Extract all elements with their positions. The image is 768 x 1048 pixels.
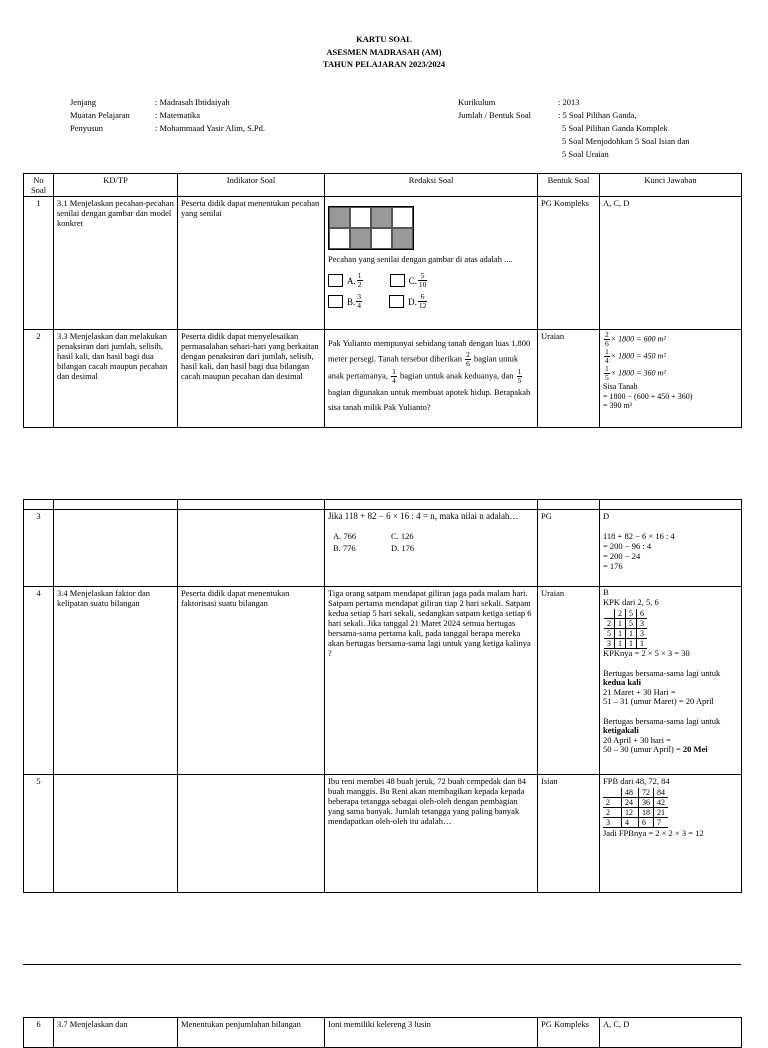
q4-kd: 3.4 Menjelaskan faktor dan kelipatan suatu bilangan <box>54 587 178 775</box>
checkbox[interactable] <box>390 274 405 287</box>
q4-indikator: Peserta didik dapat menentukan faktorisasi suatu bilangan <box>178 587 325 775</box>
q6-no: 6 <box>24 1018 54 1048</box>
q5-kunci: FPB dari 48, 72, 84 48 72 84 2 24 36 42 2 12 18 21 3 4 6 7 Jadi FPBnya = 2 × 2 × 3 = 12 <box>600 775 742 893</box>
card-title <box>0 33 768 71</box>
table-row <box>24 587 742 775</box>
q3-no: 3 <box>24 510 54 587</box>
checkbox[interactable] <box>328 295 343 308</box>
q4-bentuk: Uraian <box>538 587 600 775</box>
header-indikator: Indikator Soal <box>178 174 325 197</box>
q4-no: 4 <box>24 587 54 775</box>
q2-no: 2 <box>24 330 54 428</box>
q1-indikator: Peserta didik dapat menentukan pecahan yang senilai <box>178 197 325 330</box>
jumlah-value-4: 5 Soal Uraian <box>562 149 609 159</box>
q2-redaksi: Pak Yulianto mempunyai sebidang tanah dengan luas 1.800 meter persegi. Tanah tersebut diberikan $\frac{2}{6}$ bagian untuk anak pertamanya, $\frac{1}{4}$ bagian untuk anak keduanya, dan $\frac{1}{5}$ bagian digunakan untuk membuat apotek hidup. Berapakah sisa tanah milik Pak Yulianto? <box>325 330 538 428</box>
q6-kunci: A, C, D <box>600 1018 742 1048</box>
fpb-table: 48 72 84 2 24 36 42 2 12 18 21 3 4 6 7 <box>603 788 668 828</box>
header-no: No Soal <box>24 174 54 197</box>
q3-option-d[interactable]: D. 176 <box>391 543 415 553</box>
table-row <box>24 510 742 587</box>
meta-left <box>70 96 265 135</box>
question-table-2 <box>23 499 742 893</box>
penyusun-value: : Mohammaad Yasir Alim, S.Pd. <box>155 123 266 133</box>
table-row <box>24 775 742 893</box>
kurikulum-label: Kurikulum <box>458 97 496 107</box>
q6-question: Ioni memiliki kelereng 3 lusin <box>325 1018 538 1048</box>
q5-question: Ibu reni membei 48 buah jeruk, 72 buah cempedak dan 84 buah manggis. Bu Reni akan membagikan kepada kepada beberapa tetangga sebagai oleh-oleh dengan pembagian yang sama banyak. Jumlah tetangga yang paling banyak mendapatkan oleh-oleh itu adalah… <box>325 775 538 893</box>
q2-indikator: Peserta didik dapat menyelesaikan permasalahan sehari-hari yang berkaitan dengan penaksiran dari jumlah, selisih, hasil kali, dan hasil bagi dua bilangan cacah maupun pecahan dan desimal <box>178 330 325 428</box>
q3-option-c[interactable]: C. 126 <box>391 531 414 541</box>
q6-kd: 3.7 Menjelaskan dan <box>54 1018 178 1048</box>
muatan-value: : Matematika <box>155 110 201 120</box>
q1-option-a[interactable]: A. $\frac{1}{2}$ <box>328 272 364 289</box>
q2-bentuk: Uraian <box>538 330 600 428</box>
q1-kd: 3.1 Menjelaskan pecahan-pecahan senilai dengan gambar dan model konkret <box>54 197 178 330</box>
header-kunci: Kunci Jawaban <box>600 174 742 197</box>
table-row <box>24 330 742 428</box>
table-row <box>24 197 742 330</box>
question-table-3 <box>23 1017 742 1048</box>
q1-redaksi <box>325 197 538 330</box>
title-line-3: TAHUN PELAJARAN 2023/2024 <box>322 59 446 69</box>
jenjang-label: Jenjang <box>70 97 96 107</box>
meta-right <box>458 96 689 161</box>
q4-kunci: B KPK dari 2, 5, 6 2 5 6 2 1 5 3 5 1 1 3 3 1 1 1 KPKnya = 2 × 5 × 3 = 30 Bertugas bersama-sama lagi untuk kedua kali 21 Maret + 30 Hari = 51 – 31 (umur Maret) = 20 April Bertugas bersama-sama lagi untuk ketigakali 20 April + 30 hari = 50 – 30 (umur April) = 20 Mei <box>600 587 742 775</box>
q2-kd: 3.3 Menjelaskan dan melakukan penaksiran dari jumlah, selisih, hasil kali, dan hasil bagi dua bilangan cacah maupun pecahan dan desimal <box>54 330 178 428</box>
kpk-table: 2 5 6 2 1 5 3 5 1 1 3 3 1 1 1 <box>604 609 647 649</box>
q6-indikator: Menentukan penjumlahan bilangan <box>178 1018 325 1048</box>
header-redaksi: Redaksi Soal <box>325 174 538 197</box>
table-header-row <box>24 174 742 197</box>
header-bentuk: Bentuk Soal <box>538 174 600 197</box>
q3-bentuk: PG <box>538 510 600 587</box>
q1-option-c[interactable]: C. $\frac{5}{10}$ <box>390 272 429 289</box>
q1-option-d[interactable]: D. $\frac{6}{12}$ <box>389 293 428 310</box>
q3-kunci: D 118 + 82 − 6 × 16 : 4 = 200 − 96 : 4 = 200 − 24 = 176 <box>600 510 742 587</box>
kurikulum-value: : 2013 <box>558 97 580 107</box>
jumlah-label: Jumlah / Bentuk Soal <box>458 110 531 120</box>
q1-no: 1 <box>24 197 54 330</box>
q3-option-b[interactable]: B. 776 <box>333 543 356 553</box>
q1-kunci: A, C, D <box>600 197 742 330</box>
q6-bentuk: PG Kompleks <box>538 1018 600 1048</box>
q2-kunci: $\frac{2}{6}$ × 1800 = 600 m² $\frac{1}{4}$ × 1800 = 450 m² $\frac{1}{5}$ × 1800 = 360 m² Sisa Tanah = 1800 − (600 + 450 + 360) = 390 m² <box>600 330 742 428</box>
jumlah-value-1: : 5 Soal Pilihan Ganda, <box>558 110 637 120</box>
header-kd: KD/TP <box>54 174 178 197</box>
q3-option-a[interactable]: A. 766 <box>333 531 357 541</box>
q5-bentuk: Isian <box>538 775 600 893</box>
table-row <box>24 1018 742 1048</box>
penyusun-label: Penyusun <box>70 123 104 133</box>
shaded-fraction-grid-image <box>328 206 414 250</box>
jumlah-value-3: 5 Soal Menjodohkan 5 Soal Isian dan <box>562 136 690 146</box>
q4-question: Tiga orang satpam mendapat giliran jaga pada malam hari. Satpam pertama mendapat giliran tiap 2 hari sekali. Satpam kedua setiap 5 hari sekali, sedangkan satpam ketiga setiap 6 hari sekali. Jika tanggal 21 Maret 2024 semua bertugas bersama-sama pertama kali, pada tanggal berapa mereka akan bertugas bersama-sama lagi untuk yang ketiga kalinya ? <box>325 587 538 775</box>
page-divider <box>23 964 741 965</box>
jumlah-value-2: 5 Soal Pilihan Ganda Komplek <box>562 123 668 133</box>
q3-question: Jika 118 + 82 − 6 × 16 : 4 = n, maka nilai n adalah… <box>328 511 519 521</box>
q5-no: 5 <box>24 775 54 893</box>
question-table-1 <box>23 173 742 428</box>
checkbox[interactable] <box>389 295 404 308</box>
title-line-1: KARTU SOAL <box>356 34 412 44</box>
table-header-row <box>24 500 742 510</box>
checkbox[interactable] <box>328 274 343 287</box>
q3-redaksi <box>325 510 538 587</box>
q1-option-b[interactable]: B. $\frac{3}{4}$ <box>328 293 363 310</box>
muatan-label: Muatan Pelajaran <box>70 110 130 120</box>
q1-question: Pecahan yang senilai dengan gambar di atas adalah .... <box>328 254 513 264</box>
title-line-2: ASESMEN MADRASAH (AM) <box>326 46 442 57</box>
q1-bentuk: PG Kompleks <box>538 197 600 330</box>
jenjang-value: : Madrasah Ibtidaiyah <box>155 97 230 107</box>
